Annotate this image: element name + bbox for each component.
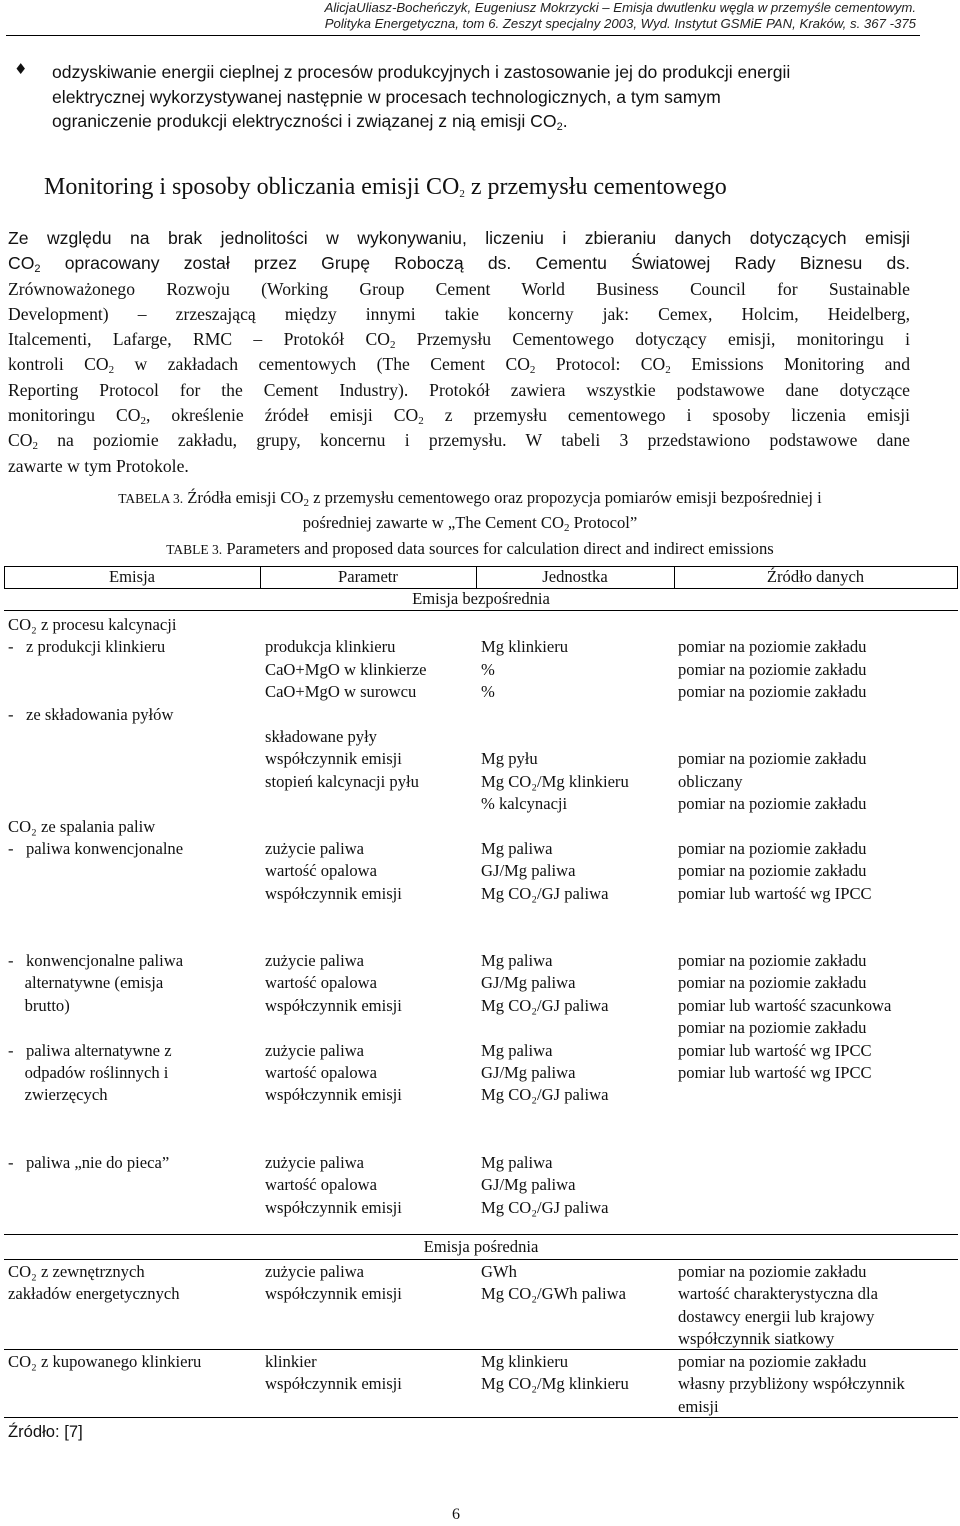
cell-line: emisji [678, 1396, 719, 1416]
cell-line: pomiar na poziomie zakładu [678, 1262, 867, 1281]
cell-line: % [481, 659, 495, 679]
cell-line: współczynnik emisji [265, 1085, 402, 1105]
col-header-parametr: Parametr [338, 567, 398, 586]
table-cell-parameter [265, 614, 426, 905]
cell-line: CO₂ z procesu kalcynacji [8, 615, 177, 634]
cell-line: wartość opalowa [265, 861, 377, 881]
cell-line: brutto) [8, 995, 70, 1015]
table-cell-parameter [265, 1261, 402, 1306]
table-cell-data-source [678, 1261, 878, 1351]
cell-line: zużycie paliwa [265, 838, 365, 858]
table-cell-parameter [265, 1152, 402, 1219]
col-header-jednostka: Jednostka [542, 567, 608, 586]
cell-line: klinkier [265, 1352, 317, 1371]
cell-line [8, 726, 183, 748]
table-caption-pl: TABELA 3. Źródła emisji $CO_2$ z przemysłu cementowego oraz propozycja pomiarów emisji bezpośredniej i pośredniej zawarte w „The Cement $CO_2$ Protocol” [118, 488, 822, 534]
cell-line: pomiar na poziomie zakładu [678, 951, 867, 970]
cell-line [8, 659, 183, 681]
table-cell-source-alt-fuels [8, 950, 183, 1107]
cell-line [678, 704, 872, 726]
table-cell-data-source [678, 1351, 905, 1418]
cell-line: odpadów roślinnych i [8, 1062, 169, 1082]
cell-line [8, 681, 183, 703]
header-journal-line: Polityka Energetyczna, tom 6. Zeszyt specjalny 2003, Wyd. Instytut GSMiE PAN, Kraków, s. 367 -375 [324, 16, 916, 31]
cell-line [265, 614, 426, 636]
cell-line: zwierzęcych [8, 1085, 108, 1105]
cell-line [481, 726, 629, 748]
cell-line: pomiar na poziomie zakładu [678, 861, 867, 881]
cell-line: GJ/Mg paliwa [481, 1062, 576, 1082]
cell-line: pomiar lub wartość wg IPCC [678, 883, 872, 903]
cell-line: - z produkcji klinkieru [8, 637, 166, 657]
cell-line: - paliwa alternatywne z [8, 1040, 172, 1060]
cell-line: pomiar lub wartość szacunkowa [678, 995, 892, 1015]
cell-line: % kalcynacji [481, 794, 568, 814]
cell-line [8, 771, 183, 793]
cell-line [8, 1017, 183, 1039]
cell-line: współczynnik emisji [265, 883, 402, 903]
cell-line: współczynnik siatkowy [678, 1329, 835, 1349]
cell-line: własny przybliżony współczynnik [678, 1374, 905, 1394]
table-caption-en: TABLE 3. Parameters and proposed data sources for calculation direct and indirect emissions [166, 539, 774, 558]
cell-line [678, 816, 872, 838]
diamond-bullet-icon: ♦ [14, 60, 28, 78]
cell-line [265, 704, 426, 726]
cell-line: Mg klinkieru [481, 637, 569, 657]
table-cell-source-external-energy [8, 1261, 180, 1306]
cell-line: zużycie paliwa [265, 1262, 365, 1281]
cell-line: wartość opalowa [265, 1175, 377, 1195]
cell-line: pomiar na poziomie zakładu [678, 838, 867, 858]
cell-line: pomiar na poziomie zakładu [678, 682, 867, 702]
cell-line: Mg CO₂/GWh paliwa [481, 1284, 626, 1304]
cell-line [481, 1017, 608, 1039]
cell-line [8, 748, 183, 770]
cell-line: GJ/Mg paliwa [481, 1175, 576, 1195]
cell-line: pomiar na poziomie zakładu [678, 794, 867, 814]
cell-line: Mg CO₂/Mg klinkieru [481, 1374, 629, 1394]
cell-line [265, 793, 426, 815]
cell-line: - paliwa konwencjonalne [8, 838, 184, 858]
group-label-direct: Emisja bezpośrednia [412, 589, 550, 608]
cell-line [481, 614, 629, 636]
emissions-table [4, 566, 958, 1266]
table-cell-data-source [678, 614, 872, 905]
table-cell-unit [481, 1261, 626, 1306]
cell-line: współczynnik emisji [265, 1284, 402, 1304]
cell-line: współczynnik emisji [265, 1197, 402, 1217]
cell-line: stopień kalcynacji pyłu [265, 771, 419, 791]
col-header-zrodlo: Źródło danych [766, 567, 865, 586]
cell-line: - paliwa „nie do pieca” [8, 1153, 170, 1172]
table-cell-data-source [678, 950, 891, 1084]
table-cell-parameter [265, 950, 402, 1107]
cell-line: zużycie paliwa [265, 1153, 365, 1172]
cell-line: Mg klinkieru [481, 1352, 569, 1371]
cell-line: CaO+MgO w surowcu [265, 682, 417, 702]
table-cell-parameter [265, 1351, 402, 1396]
cell-line: zakładów energetycznych [8, 1284, 180, 1304]
cell-line: CO₂ ze spalania paliw [8, 816, 156, 836]
cell-line: CaO+MgO w klinkierze [265, 659, 427, 679]
table-cell-source-direct [8, 614, 183, 860]
cell-line: wartość opalowa [265, 973, 377, 993]
cell-line: GJ/Mg paliwa [481, 973, 576, 993]
header-rule [6, 35, 920, 36]
cell-line: zużycie paliwa [265, 951, 365, 970]
cell-line: współczynnik emisji [265, 995, 402, 1015]
cell-line: pomiar na poziomie zakładu [678, 1352, 867, 1371]
header-authors-line: AlicjaUliasz-Bocheńczyk, Eugeniusz Mokrzycki – Emisja dwutlenku węgla w przemyśle cementowym. [324, 0, 916, 15]
cell-line: pomiar na poziomie zakładu [678, 973, 867, 993]
table-cell-source-non-kiln [8, 1152, 169, 1174]
cell-line: wartość opalowa [265, 1062, 377, 1082]
table-cell-unit [481, 614, 629, 905]
cell-line: Mg CO₂/Mg klinkieru [481, 771, 629, 791]
cell-line: CO₂ z kupowanego klinkieru [8, 1352, 202, 1371]
cell-line [678, 726, 872, 748]
group-label-indirect: Emisja pośrednia [423, 1237, 539, 1256]
cell-line: Mg CO₂/GJ paliwa [481, 995, 609, 1015]
cell-line: składowane pyły [265, 726, 377, 746]
cell-line: GWh [481, 1262, 517, 1281]
cell-line: Mg CO₂/GJ paliwa [481, 1085, 609, 1105]
body-paragraph: Ze względu na brak jednolitości w wykonywaniu, liczeniu i zbieraniu danych dotyczących emisji $CO_2$ opracowany został przez Grupę Roboczą ds. Cementu Światowej Rady Biznesu ds. Zrównoważonego Rozwoju (Working Group Cement World Business Council for Sustainable Development) – zrzeszającą między innymi takie koncerny jak: Cemex, Holcim, Heidelberg, Italcementi, Lafarge, RMC – Protokół $CO_2$ Przemysłu Cementowego dotyczący emisji, monitoringu i kontroli $CO_2$ w zakładach cementowych (The Cement $CO_2$ Protocol: $CO_2$ Emissions Monitoring and Reporting Protocol for the Cement Industry). Protokół zawiera wszystkie podstawowe dane dotyczące monitoringu $CO_2$, określenie źródeł emisji $CO_2$ z przemysłu cementowego i sposoby liczenia emisji $CO_2$ na poziomie zakładu, grupy, koncernu i przemysłu. W tabeli 3 przedstawiono podstawowe dane zawarte w tym Protokole. [8, 228, 911, 476]
cell-line: Mg paliwa [481, 951, 553, 970]
cell-line [481, 816, 629, 838]
cell-line: - konwencjonalne paliwa [8, 951, 184, 970]
table-cell-unit [481, 1152, 608, 1219]
cell-line [678, 614, 872, 636]
cell-line [481, 704, 629, 726]
cell-line: Mg CO₂/GJ paliwa [481, 1197, 609, 1217]
cell-line: obliczany [678, 771, 743, 791]
running-header [96, 0, 916, 32]
cell-line: pomiar na poziomie zakładu [678, 1018, 867, 1038]
bullet-text: odzyskiwanie energii cieplnej z procesów produkcyjnych i zastosowanie jej do produkcji energii elektrycznej wykorzystywanej następnie w procesach technologicznych, a tym samym ograniczenie produkcji elektryczności i związanej z nią emisji $CO_2$. [52, 62, 791, 133]
table-cell-source-purchased-clinker [8, 1351, 201, 1373]
cell-line: Mg pyłu [481, 749, 538, 769]
col-header-emisja: Emisja [108, 567, 156, 586]
section-title: Monitoring i sposoby obliczania emisji $CO_2$ z przemysłu cementowego [44, 174, 727, 200]
cell-line: Mg paliwa [481, 838, 553, 858]
cell-line: GJ/Mg paliwa [481, 861, 576, 881]
cell-line: CO₂ z zewnętrznych [8, 1262, 145, 1281]
cell-line: wartość charakterystyczna dla [678, 1284, 878, 1304]
cell-line: pomiar na poziomie zakładu [678, 637, 867, 657]
page-number: 6 [452, 1506, 460, 1523]
cell-line: współczynnik emisji [265, 1374, 402, 1394]
cell-line: zużycie paliwa [265, 1040, 365, 1060]
cell-line: pomiar na poziomie zakładu [678, 659, 867, 679]
cell-line: pomiar lub wartość wg IPCC [678, 1040, 872, 1060]
table-cell-unit [481, 950, 608, 1107]
cell-line [8, 793, 183, 815]
cell-line: - ze składowania pyłów [8, 704, 174, 724]
cell-line: pomiar na poziomie zakładu [678, 749, 867, 769]
cell-line [265, 816, 426, 838]
table-source-note: Źródło: [7] [8, 1422, 83, 1441]
emissions-table-indirect [4, 1259, 958, 1429]
cell-line: dostawcy energii lub krajowy [678, 1306, 875, 1326]
cell-line: produkcja klinkieru [265, 637, 396, 657]
cell-line [265, 1017, 402, 1039]
cell-line: % [481, 682, 495, 702]
cell-line: współczynnik emisji [265, 749, 402, 769]
table-cell-unit [481, 1351, 629, 1396]
cell-line: Mg CO₂/GJ paliwa [481, 883, 609, 903]
cell-line: pomiar lub wartość wg IPCC [678, 1062, 872, 1082]
cell-line: alternatywne (emisja [8, 973, 164, 993]
cell-line: Mg paliwa [481, 1040, 553, 1060]
cell-line: Mg paliwa [481, 1153, 553, 1172]
